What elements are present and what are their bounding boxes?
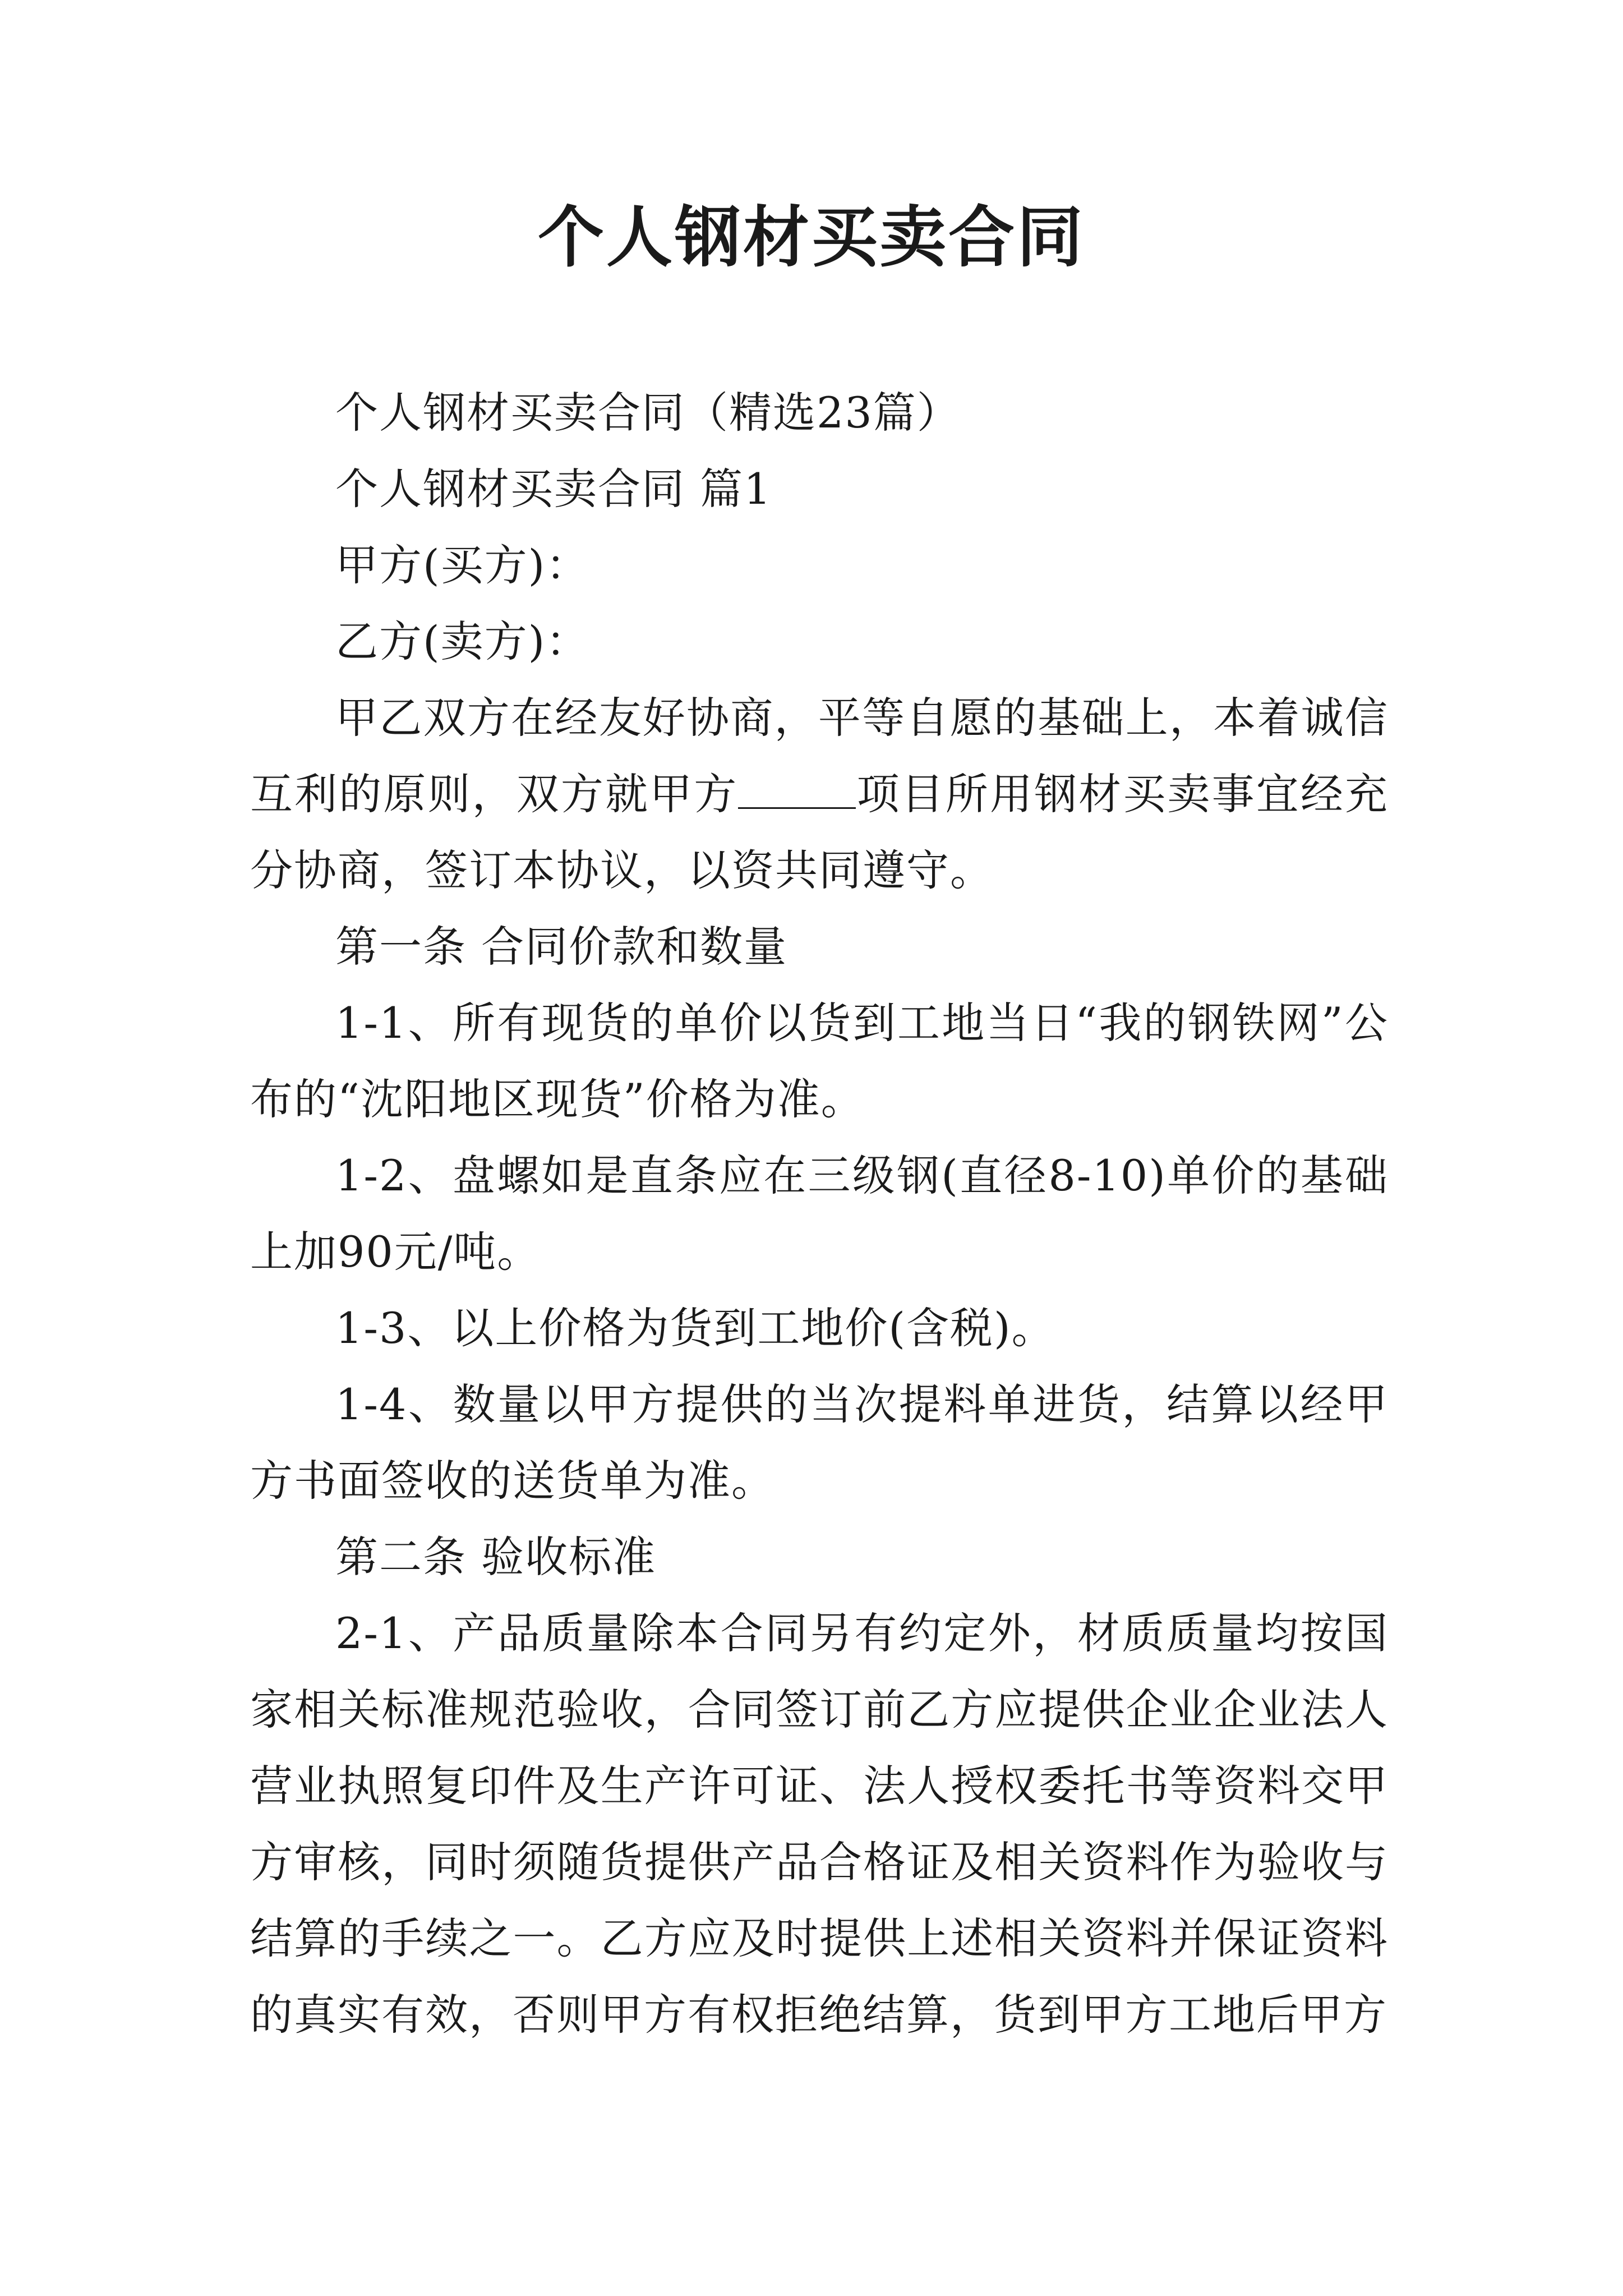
article-1-item: 1-3、以上价格为货到工地价(含税)。 [335, 1303, 1055, 1353]
article-1-item: 1-1、所有现货的单价以货到工地当日“我的钢铁网”公布的“沈阳地区现货”价格为准。 [250, 998, 1389, 1124]
article-2-item: 2-1、产品质量除本合同另有约定外，材质质量均按国家相关标准规范验收，合同签订前乙方应提供企业企业法人营业执照复印件及生产许可证、法人授权委托书等资料交甲方审核，同时须随货提供产品合格证及相关资料作为验收与结算的手续之一。乙方应及时提供上述相关资料并保证资料的真实有效，否则甲方有权拒绝结算，货到甲方工地后甲方 [250, 1608, 1389, 2040]
document-title: 个人钢材买卖合同 [537, 198, 1085, 276]
paragraph-subtitle: 个人钢材买卖合同（精选23篇） [335, 388, 961, 438]
project-name-blank [738, 774, 856, 809]
document-body [250, 375, 1389, 2053]
preamble-text-end: 项目所用钢材买卖事宜经充分协商，签订本协议，以资共同遵守。 [250, 769, 1389, 895]
article-1-item: 1-4、数量以甲方提供的当次提料单进货，结算以经甲方书面签收的送货单为准。 [250, 1379, 1389, 1506]
paragraph-party-b: 乙方(卖方)： [335, 616, 590, 666]
article-2-heading: 第二条 验收标准 [335, 1532, 657, 1582]
paragraph-party-a: 甲方(买方)： [335, 540, 590, 590]
article-1-item: 1-2、盘螺如是直条应在三级钢(直径8-10)单价的基础上加90元/吨。 [250, 1151, 1389, 1277]
preamble-text-start: 甲乙双方在经友好协商，平等自愿的基础上，本着诚信互利的原则，双方就甲方 [250, 693, 1389, 819]
paragraph-preamble [250, 680, 1389, 909]
paragraph-section-heading: 个人钢材买卖合同 篇1 [335, 464, 772, 514]
article-1-heading: 第一条 合同价款和数量 [335, 922, 788, 972]
